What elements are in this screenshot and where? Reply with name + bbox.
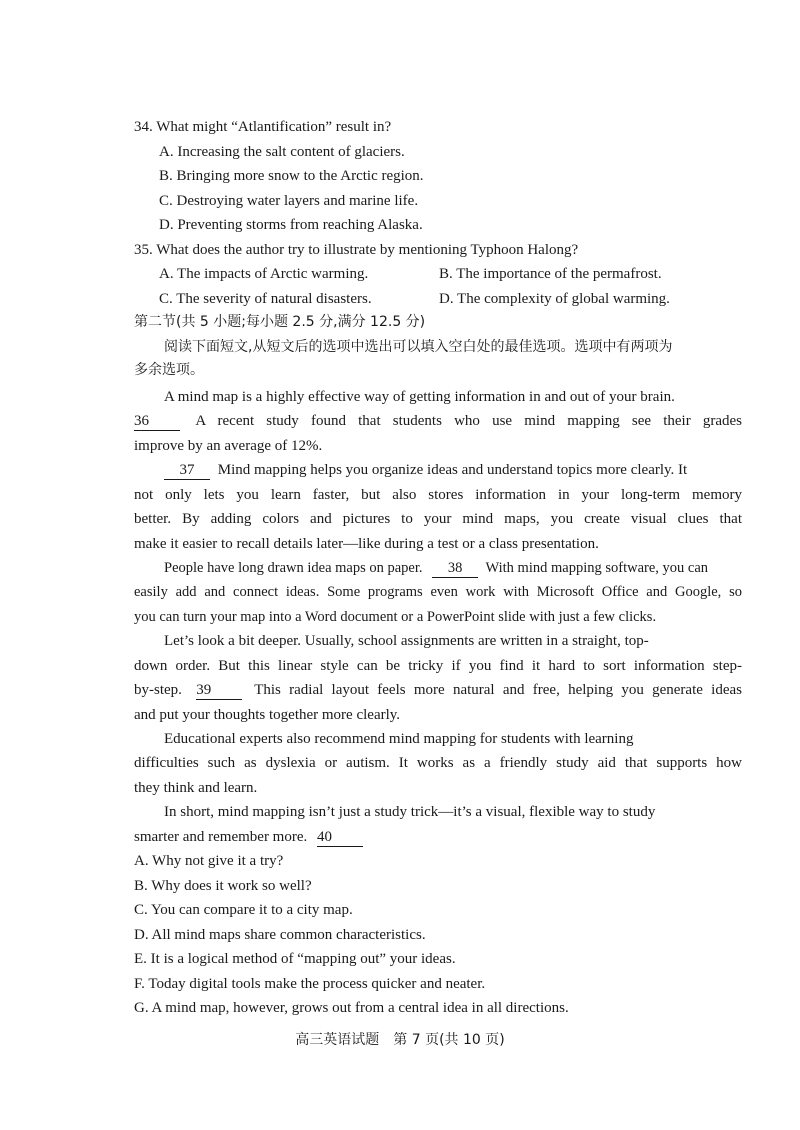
passage-p1-line2-text: A recent study found that students who use mind mapping see their grades <box>195 413 742 429</box>
q35-option-b: B. The importance of the permafrost. <box>439 266 662 282</box>
passage-p1-line1: A mind map is a highly effective way of getting information in and out of your brain. <box>164 389 675 405</box>
section-instruction-line1: 阅读下面短文,从短文后的选项中选出可以填入空白处的最佳选项。选项中有两项为 <box>164 339 673 355</box>
passage-p3-line1-text: People have long drawn idea maps on paper. <box>164 560 423 576</box>
answer-option-f: F. Today digital tools make the process quicker and neater. <box>134 976 486 992</box>
passage-p4-line1: Let’s look a bit deeper. Usually, school assignments are written in a straight, top- <box>164 633 649 649</box>
passage-p2-line1 <box>164 460 742 480</box>
passage-p3-line2: easily add and connect ideas. Some programs even work with Microsoft Office and Google, so <box>134 584 742 600</box>
answer-option-g: G. A mind map, however, grows out from a central idea in all directions. <box>134 1000 569 1016</box>
passage-p5-line1: Educational experts also recommend mind mapping for students with learning <box>164 731 634 747</box>
answer-option-a: A. Why not give it a try? <box>134 853 284 869</box>
q34-option-d: D. Preventing storms from reaching Alaska. <box>159 217 423 233</box>
passage-p6-line2 <box>134 827 742 847</box>
question-35-stem: 35. What does the author try to illustrate by mentioning Typhoon Halong? <box>134 242 579 258</box>
q35-option-d: D. The complexity of global warming. <box>439 291 670 307</box>
passage-p3-line1-tail: With mind mapping software, you can <box>485 560 709 576</box>
passage-p1-line2 <box>134 411 742 431</box>
passage-p2-line4: make it easier to recall details later—like during a test or a class presentation. <box>134 536 599 552</box>
answer-option-b: B. Why does it work so well? <box>134 878 312 894</box>
blank-38: 38 <box>432 560 478 578</box>
passage-p2-line3: better. By adding colors and pictures to your mind maps, you create visual clues that <box>134 511 742 527</box>
q35-option-c: C. The severity of natural disasters. <box>159 291 372 307</box>
blank-36: 36 <box>134 413 180 431</box>
passage-p1-line3: improve by an average of 12%. <box>134 438 323 454</box>
blank-40: 40 <box>317 829 363 847</box>
section-instruction-line2: 多余选项。 <box>134 362 204 378</box>
question-34-stem: 34. What might “Atlantification” result in? <box>134 119 392 135</box>
passage-p4-line3-tail: This radial layout feels more natural and free, helping you generate ideas <box>254 682 742 698</box>
passage-p4-line3 <box>134 680 742 700</box>
blank-39: 39 <box>196 682 242 700</box>
passage-p2-line1-text: Mind mapping helps you organize ideas and understand topics more clearly. It <box>217 462 688 478</box>
passage-p5-line2: difficulties such as dyslexia or autism. It works as a friendly study aid that supports how <box>134 755 742 771</box>
passage-p6-line1: In short, mind mapping isn’t just a study trick—it’s a visual, flexible way to study <box>164 804 656 820</box>
q34-option-a: A. Increasing the salt content of glaciers. <box>159 144 405 160</box>
passage-p4-line3-text: by-step. <box>134 682 182 698</box>
answer-option-e: E. It is a logical method of “mapping out” your ideas. <box>134 951 456 967</box>
blank-37: 37 <box>164 462 210 480</box>
passage-p5-line3: they think and learn. <box>134 780 258 796</box>
section-title: 第二节(共 5 小题;每小题 2.5 分,满分 12.5 分) <box>134 314 426 330</box>
passage-p4-line4: and put your thoughts together more clearly. <box>134 707 401 723</box>
answer-option-d: D. All mind maps share common characteristics. <box>134 927 426 943</box>
answer-option-c: C. You can compare it to a city map. <box>134 902 353 918</box>
q35-option-a: A. The impacts of Arctic warming. <box>159 266 369 282</box>
passage-p3-line3: you can turn your map into a Word document or a PowerPoint slide with just a few clicks. <box>134 609 657 625</box>
passage-p2-line2: not only lets you learn faster, but also stores information in your long-term memory <box>134 487 742 503</box>
passage-p6-line2-text: smarter and remember more. <box>134 829 308 845</box>
q34-option-b: B. Bringing more snow to the Arctic region. <box>159 168 424 184</box>
q34-option-c: C. Destroying water layers and marine life. <box>159 193 419 209</box>
passage-p4-line2: down order. But this linear style can be tricky if you find it hard to sort information step- <box>134 658 742 674</box>
passage-p3-line1 <box>164 558 742 578</box>
page-footer: 高三英语试题 第 7 页(共 10 页) <box>295 1032 505 1048</box>
